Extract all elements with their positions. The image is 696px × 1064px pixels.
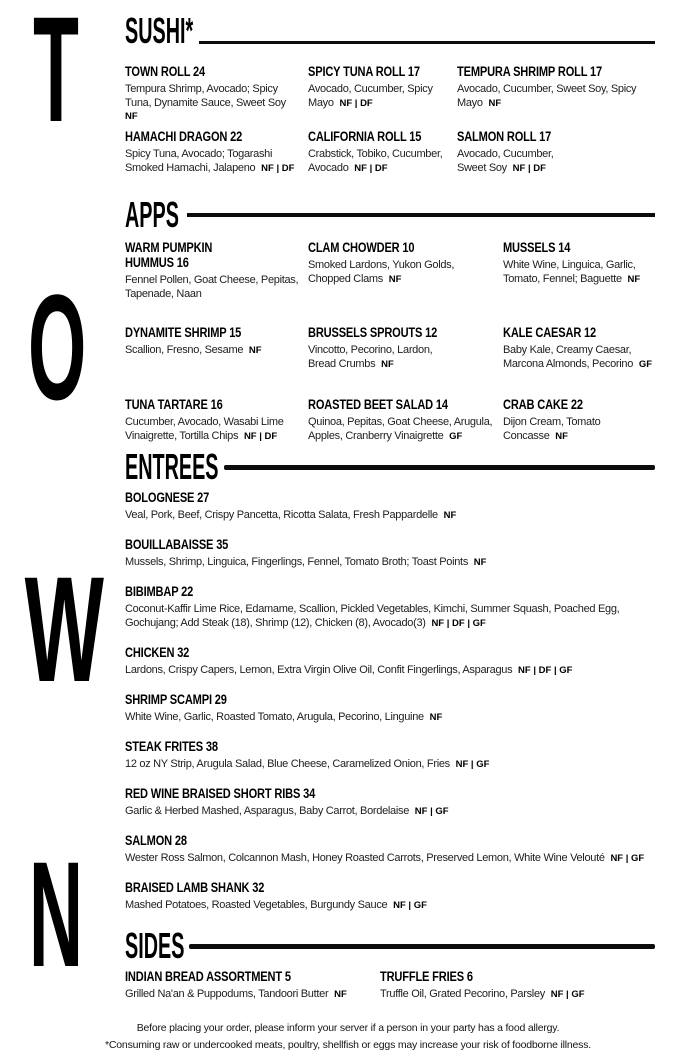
- item-name: BRAISED LAMB SHANK 32: [125, 880, 265, 895]
- item-name: SHRIMP SCAMPI 29: [125, 692, 227, 707]
- item-name: TOWN ROLL 24: [125, 64, 206, 79]
- item-desc: [125, 508, 670, 523]
- item-desc: [125, 415, 308, 444]
- item-desc: [308, 147, 457, 176]
- menu-item: [125, 537, 670, 570]
- section-title: SIDES: [125, 925, 185, 966]
- menu-item: [125, 129, 308, 176]
- desc-line: White Wine, Garlic, Roasted Tomato, Arugula, Pecorino, Linguine: [125, 711, 424, 723]
- item-desc: [125, 82, 308, 124]
- desc-line: Tapenade, Naan: [125, 288, 202, 300]
- section-title-box: [125, 448, 220, 486]
- dietary-tags: NF | DF: [261, 163, 295, 174]
- desc-line: Gochujang; Add Steak (18), Shrimp (12), Chicken (8), Avocado(3): [125, 617, 426, 629]
- item-desc: [125, 602, 670, 631]
- item-desc: [125, 343, 308, 358]
- menu-item: [308, 240, 503, 325]
- dietary-tags: NF | DF: [339, 98, 373, 109]
- brand-letter-n: N: [28, 830, 84, 998]
- dietary-tags: NF | GF: [550, 989, 585, 1000]
- item-name: WARM PUMPKIN: [125, 240, 213, 255]
- menu-item: [503, 240, 670, 325]
- item-desc: [457, 82, 670, 111]
- section-title: ENTREES: [125, 446, 219, 487]
- desc-line: Tomato, Fennel; Baguette: [503, 273, 622, 285]
- item-desc: [125, 710, 670, 725]
- desc-line: Lardons, Crispy Capers, Lemon, Extra Virgin Olive Oil, Confit Fingerlings, Asparagus: [125, 664, 513, 676]
- apps-items: [125, 240, 670, 444]
- menu-item: [308, 129, 457, 176]
- item-name: BIBIMBAP 22: [125, 584, 194, 599]
- item-name: CLAM CHOWDER 10: [308, 240, 415, 255]
- dietary-tags: NF: [488, 98, 502, 109]
- menu-item: [308, 397, 503, 444]
- desc-line: Veal, Pork, Beef, Crispy Pancetta, Ricotta Salata, Fresh Pappardelle: [125, 509, 438, 521]
- desc-line: Cucumber, Avocado, Wasabi Lime: [125, 416, 284, 428]
- dietary-tags: NF | DF: [243, 431, 278, 442]
- item-name: ROASTED BEET SALAD 14: [308, 397, 448, 412]
- item-desc: [125, 987, 380, 1002]
- item-desc: [308, 258, 503, 287]
- item-name: BRUSSELS SPROUTS 12: [308, 325, 438, 340]
- desc-line: Fennel Pollen, Goat Cheese, Pepitas,: [125, 274, 299, 286]
- item-name: SALMON ROLL 17: [457, 129, 552, 144]
- menu-item: [308, 325, 503, 397]
- desc-line: Apples, Cranberry Vinaigrette: [308, 430, 444, 442]
- item-desc: [125, 851, 670, 866]
- menu-item: [125, 969, 380, 1002]
- desc-line: Crabstick, Tobiko, Cucumber,: [308, 148, 443, 160]
- item-name: MUSSELS 14: [503, 240, 571, 255]
- section-title-box: [125, 12, 193, 50]
- item-desc: [308, 82, 457, 111]
- item-desc: [503, 343, 670, 372]
- section-title-box: [125, 196, 179, 234]
- menu-item: [125, 397, 308, 444]
- desc-line: Mayo: [308, 97, 334, 109]
- section-header-sushi: [125, 12, 670, 50]
- menu-item: [125, 786, 670, 819]
- item-name: STEAK FRITES 38: [125, 739, 218, 754]
- brand-letter-o: O: [28, 263, 87, 431]
- item-name: BOLOGNESE 27: [125, 490, 210, 505]
- desc-line: Marcona Almonds, Pecorino: [503, 358, 634, 370]
- item-desc: [125, 757, 670, 772]
- dietary-tags: NF | DF: [354, 163, 388, 174]
- dietary-tags: NF: [248, 345, 262, 356]
- menu-item: [457, 129, 670, 176]
- desc-line: Chopped Clams: [308, 273, 383, 285]
- dietary-tags: NF | GF: [393, 900, 427, 911]
- desc-line: Quinoa, Pepitas, Goat Cheese, Arugula,: [308, 416, 493, 428]
- menu-item: [125, 692, 670, 725]
- menu-item: [125, 739, 670, 772]
- desc-line: Tempura Shrimp, Avocado; Spicy: [125, 83, 278, 95]
- brand-letter-w: W: [24, 545, 104, 713]
- item-name: SALMON 28: [125, 833, 187, 848]
- desc-line: White Wine, Linguica, Garlic,: [503, 259, 636, 271]
- menu-item: [125, 64, 308, 129]
- item-name: CALIFORNIA ROLL 15: [308, 129, 422, 144]
- desc-line: Avocado, Cucumber,: [457, 148, 554, 160]
- desc-line: Mashed Potatoes, Roasted Vegetables, Burgundy Sauce: [125, 899, 388, 911]
- section-rule: [189, 944, 655, 949]
- menu-item: [457, 64, 670, 129]
- item-name: INDIAN BREAD ASSORTMENT 5: [125, 969, 291, 984]
- menu-item: [125, 833, 670, 866]
- item-desc: [308, 415, 503, 444]
- menu-item: [125, 880, 670, 913]
- desc-line: Bread Crumbs: [308, 358, 376, 370]
- desc-line: Garlic & Herbed Mashed, Asparagus, Baby Carrot, Bordelaise: [125, 805, 410, 817]
- item-desc: [457, 147, 670, 176]
- dietary-tags: NF: [555, 431, 568, 442]
- allergy-notice-line1: Before placing your order, please inform your server if a person in your party has a food allergy.: [136, 1022, 560, 1034]
- dietary-tags: NF: [473, 557, 487, 568]
- dietary-tags: NF: [388, 274, 402, 285]
- menu-item: [125, 325, 308, 397]
- item-name: HAMACHI DRAGON 22: [125, 129, 243, 144]
- dietary-tags: NF | GF: [610, 853, 645, 864]
- section-title: SUSHI*: [125, 10, 194, 51]
- menu-item: [503, 397, 670, 444]
- menu-item: [308, 64, 457, 129]
- desc-line: Tuna, Dynamite Sauce, Sweet Soy: [125, 97, 286, 109]
- desc-line: Coconut-Kaffir Lime Rice, Edamame, Scallion, Pickled Vegetables, Kimchi, Summer Squash, Poached Egg,: [125, 603, 620, 615]
- item-desc: [125, 898, 670, 913]
- menu-item: [125, 645, 670, 678]
- item-desc: [125, 663, 670, 678]
- dietary-tags: NF | DF | GF: [431, 618, 486, 629]
- desc-line: Sweet Soy: [457, 162, 507, 174]
- menu-content: [125, 0, 670, 1002]
- menu-item: [503, 325, 670, 397]
- item-name: DYNAMITE SHRIMP 15: [125, 325, 242, 340]
- item-name: KALE CAESAR 12: [503, 325, 597, 340]
- entrees-items: [125, 490, 670, 913]
- desc-line: Avocado, Cucumber, Spicy: [308, 83, 433, 95]
- dietary-tags: NF | DF: [512, 163, 546, 174]
- sushi-items: [125, 64, 670, 176]
- desc-line: Concasse: [503, 430, 550, 442]
- dietary-tags: NF: [443, 510, 457, 521]
- desc-line: Vincotto, Pecorino, Lardon,: [308, 344, 433, 356]
- menu-item: [380, 969, 670, 1002]
- item-desc: [125, 273, 308, 301]
- item-name: TRUFFLE FRIES 6: [380, 969, 473, 984]
- item-name: SPICY TUNA ROLL 17: [308, 64, 420, 79]
- item-name: TUNA TARTARE 16: [125, 397, 223, 412]
- brand-letter-t: T: [33, 0, 79, 153]
- desc-line: Wester Ross Salmon, Colcannon Mash, Honey Roasted Carrots, Preserved Lemon, White Wine Velouté: [125, 852, 605, 864]
- desc-line: Dijon Cream, Tomato: [503, 416, 601, 428]
- sides-items: [125, 969, 670, 1002]
- dietary-tags: NF: [429, 712, 443, 723]
- item-desc: [308, 343, 503, 372]
- dietary-tags: NF: [381, 359, 394, 370]
- item-name: CRAB CAKE 22: [503, 397, 583, 412]
- dietary-tags: NF: [125, 111, 138, 122]
- item-name-line2: HUMMUS 16: [125, 255, 189, 270]
- section-header-sides: [125, 927, 670, 965]
- dietary-tags: NF: [334, 989, 347, 1000]
- desc-line: Baby Kale, Creamy Caesar,: [503, 344, 632, 356]
- item-name: CHICKEN 32: [125, 645, 190, 660]
- desc-line: Scallion, Fresno, Sesame: [125, 344, 244, 356]
- desc-line: Avocado: [308, 162, 349, 174]
- item-desc: [503, 415, 670, 444]
- allergy-notice-line2: *Consuming raw or undercooked meats, poultry, shellfish or eggs may increase your risk of foodborne illness.: [105, 1039, 591, 1051]
- item-name: RED WINE BRAISED SHORT RIBS 34: [125, 786, 316, 801]
- vertical-brand: [0, 0, 112, 1064]
- allergy-notice: [0, 1020, 696, 1054]
- desc-line: Vinaigrette, Tortilla Chips: [125, 430, 239, 442]
- desc-line: Avocado, Cucumber, Sweet Soy, Spicy: [457, 83, 637, 95]
- menu-item: [125, 490, 670, 523]
- section-title: APPS: [125, 194, 179, 235]
- dietary-tags: NF | GF: [455, 759, 490, 770]
- item-desc: [380, 987, 670, 1002]
- item-name: TEMPURA SHRIMP ROLL 17: [457, 64, 603, 79]
- dietary-tags: NF: [627, 274, 641, 285]
- dietary-tags: NF | DF | GF: [518, 665, 573, 676]
- section-rule: [224, 465, 655, 470]
- section-rule: [187, 213, 655, 217]
- dietary-tags: GF: [638, 359, 653, 370]
- dietary-tags: GF: [449, 431, 463, 442]
- desc-line: Grilled Na'an & Puppodums, Tandoori Butter: [125, 988, 329, 1000]
- section-header-apps: [125, 196, 670, 234]
- desc-line: Mussels, Shrimp, Linguica, Fingerlings, Fennel, Tomato Broth; Toast Points: [125, 556, 469, 568]
- item-desc: [125, 804, 670, 819]
- menu-item: [125, 584, 670, 631]
- item-desc: [503, 258, 670, 287]
- item-desc: [125, 555, 670, 570]
- dietary-tags: NF | GF: [414, 806, 449, 817]
- desc-line: 12 oz NY Strip, Arugula Salad, Blue Cheese, Caramelized Onion, Fries: [125, 758, 450, 770]
- section-title-box: [125, 927, 185, 965]
- desc-line: Spicy Tuna, Avocado; Togarashi: [125, 148, 273, 160]
- item-desc: [125, 147, 308, 176]
- desc-line: Smoked Lardons, Yukon Golds,: [308, 259, 455, 271]
- menu-item: [125, 240, 308, 325]
- section-rule: [199, 41, 655, 44]
- desc-line: Truffle Oil, Grated Pecorino, Parsley: [380, 988, 545, 1000]
- section-header-entrees: [125, 448, 670, 486]
- desc-line: Mayo: [457, 97, 483, 109]
- desc-line: Smoked Hamachi, Jalapeno: [125, 162, 256, 174]
- item-name: BOUILLABAISSE 35: [125, 537, 229, 552]
